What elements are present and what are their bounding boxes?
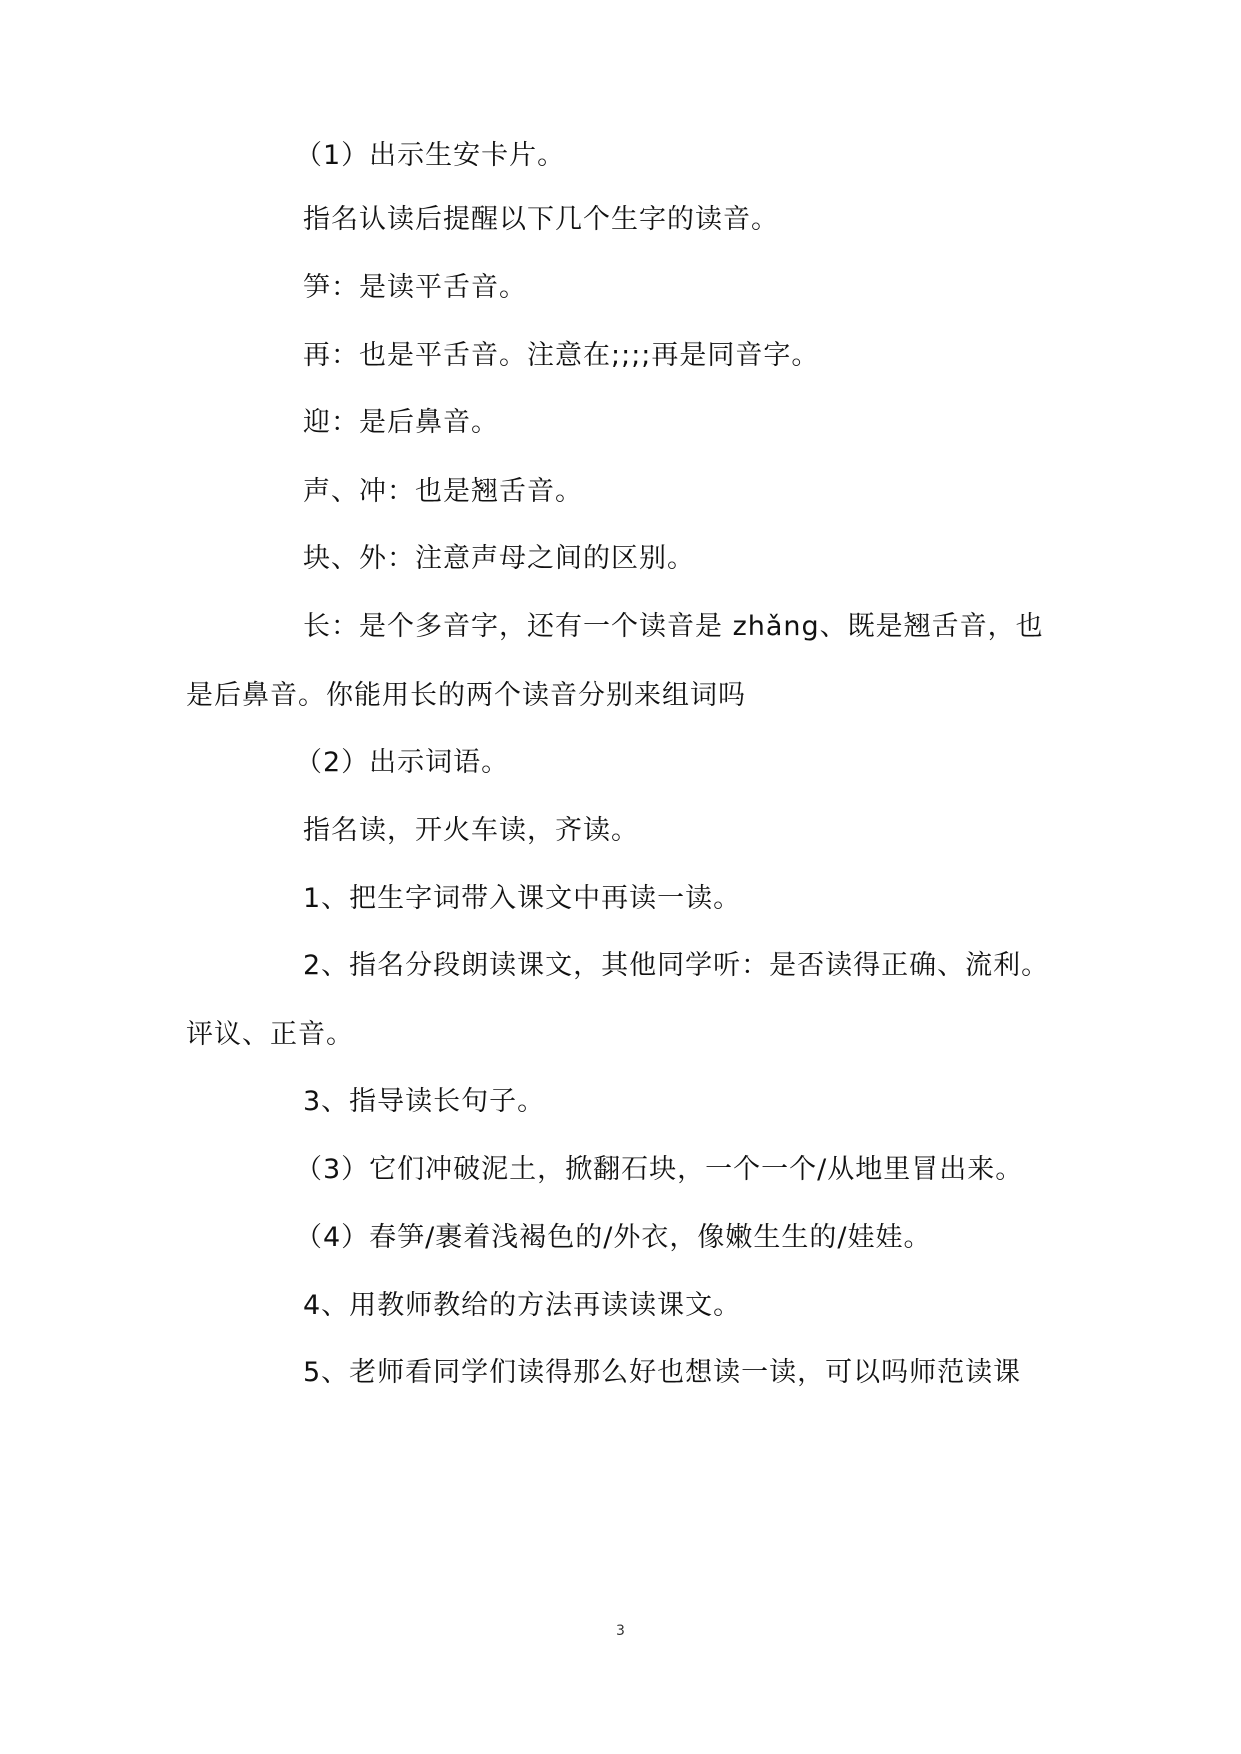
paragraph-line: 4、用教师教给的方法再读读课文。 xyxy=(303,1290,742,1321)
paragraph-line: 3、指导读长句子。 xyxy=(303,1086,546,1117)
paragraph-line: 1、把生字词带入课文中再读一读。 xyxy=(303,883,742,914)
paragraph-line: 迎：是后鼻音。 xyxy=(303,407,499,438)
paragraph-line: 声、冲：也是翘舌音。 xyxy=(303,476,583,507)
paragraph-line: 指名认读后提醒以下几个生字的读音。 xyxy=(303,204,779,235)
paragraph-line: （1）出示生安卡片。 xyxy=(295,140,566,171)
page-number: 3 xyxy=(616,1623,625,1639)
paragraph-line: 5、老师看同学们读得那么好也想读一读，可以吗师范读课 xyxy=(303,1357,1022,1388)
paragraph-line: （2）出示词语。 xyxy=(295,747,510,778)
paragraph-line: 长：是个多音字，还有一个读音是 zhǎng、既是翘舌音，也 xyxy=(303,611,1044,642)
paragraph-line: 2、指名分段朗读课文，其他同学听：是否读得正确、流利。 xyxy=(303,950,1050,981)
paragraph-line: 是后鼻音。你能用长的两个读音分别来组词吗 xyxy=(186,680,746,711)
paragraph-line: （3）它们冲破泥土，掀翻石块，一个一个/从地里冒出来。 xyxy=(295,1154,1024,1185)
paragraph-line: 笋：是读平舌音。 xyxy=(303,272,527,303)
paragraph-line: （4）春笋/裹着浅褐色的/外衣，像嫩生生的/娃娃。 xyxy=(295,1222,932,1253)
paragraph-line: 指名读，开火车读，齐读。 xyxy=(303,815,639,846)
paragraph-line: 块、外：注意声母之间的区别。 xyxy=(303,543,695,574)
paragraph-line: 评议、正音。 xyxy=(186,1019,354,1050)
paragraph-line: 再：也是平舌音。注意在;;;;再是同音字。 xyxy=(303,340,820,371)
